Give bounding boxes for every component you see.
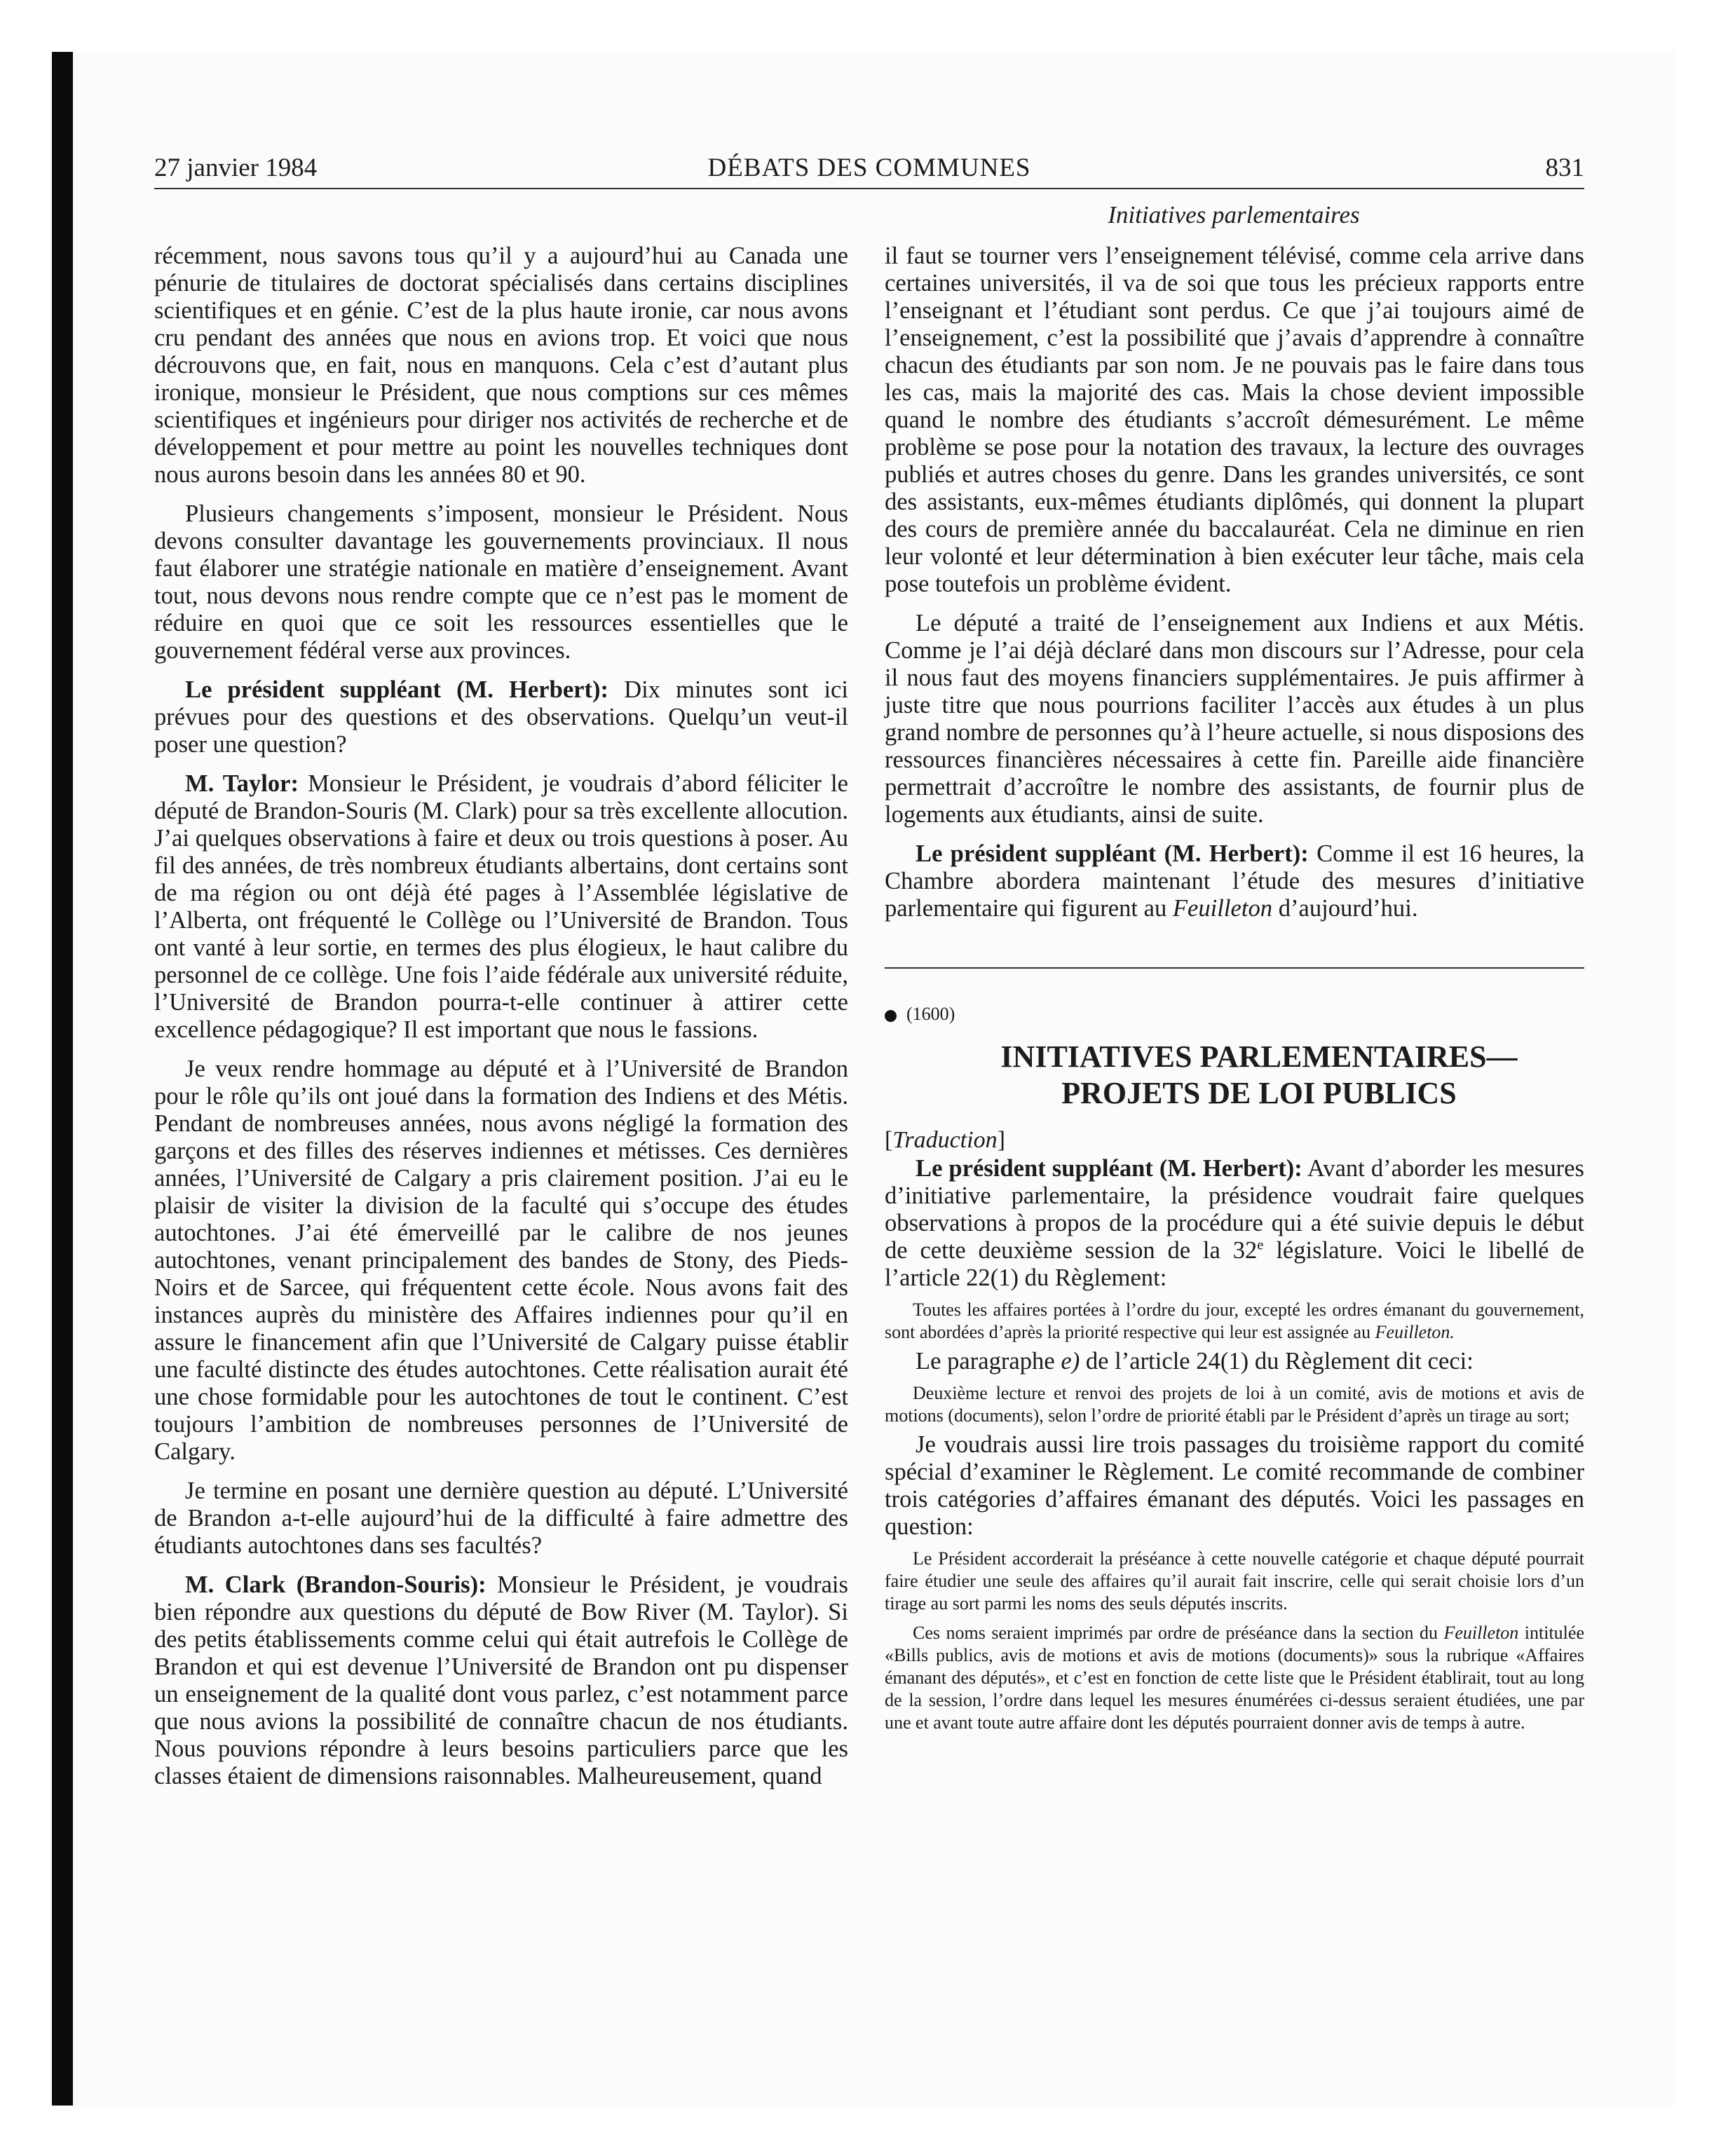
italic-term: e) — [1061, 1348, 1080, 1374]
speech-text: Dix minutes sont ici prévues pour des questions et des observations. Quelqu’un veut-il poser une question? — [154, 676, 848, 758]
paragraph: Je veux rendre hommage au député et à l’Université de Brandon pour le rôle qu’ils ont joué dans la formation des Indiens et des Métis. Pendant de nombreuses années, nous avons négligé la formation des garçons et des filles des réserves indiennes et métisses. Ces dernières années, l’Université de Calgary a pris clairement position. J’ai eu le plaisir de visiter la division de la faculté qui s’occupe des études autochtones. J’ai été émerveillé par le calibre de nos jeunes autochtones, venant principalement des bandes de Stony, des Pieds-Noirs et de Sarcee, qui fréquentent cette école. Nous avons fait des instances auprès du ministère des Affaires indiennes pour qu’il en assure le financement afin que l’Université de Calgary puisse établir une faculté distincte des études autochtones. Cette réalisation aurait été une chose formidable pour les autochtones de tout le continent. C’est toujours l’ambition de nombreuses personnes de l’Université de Calgary. — [154, 1056, 848, 1465]
quoted-passage — [885, 1622, 1584, 1734]
speech-paragraph — [885, 840, 1584, 922]
paragraph — [885, 1348, 1584, 1375]
order-title-line: PROJETS DE LOI PUBLICS — [1061, 1076, 1457, 1110]
bullet-icon — [885, 1010, 897, 1022]
speech-paragraph — [154, 676, 848, 758]
speech-paragraph — [154, 1571, 848, 1790]
speech-text: législature. Voici le libellé de l’article 22(1) du Règlement: — [885, 1237, 1584, 1291]
header-page-number: 831 — [1545, 153, 1584, 182]
paragraph: récemment, nous savons tous qu’il y a aujourd’hui au Canada une pénurie de titulaires de doctorat spécialisés dans certains disciplines scientifiques et en génie. C’est de la plus haute ironie, car nous avons cru pendant des années que nous en avions trop. Et voici que nous décrouvons que, en fait, nous en manquons. Cela c’est d’autant plus ironique, monsieur le Président, que nous comptions sur ces mêmes scientifiques et ingénieurs pour diriger nos activités de recherche et de développement et pour mettre au point les nouvelles techniques dont nous aurons besoin dans les années 80 et 90. — [154, 243, 848, 488]
paragraph: Je voudrais aussi lire trois passages du troisième rapport du comité spécial d’examiner le Règlement. Le comité recommande de combiner trois catégories d’affaires émanant des députés. Voici les passages en question: — [885, 1431, 1584, 1540]
right-column — [885, 243, 1584, 1738]
speaker-name: M. Clark (Brandon-Souris): — [185, 1571, 487, 1598]
quote-text: Toutes les affaires portées à l’ordre du jour, excepté les ordres émanant du gouvernement, sont abordées d’après la priorité respective qui leur est assignée au — [885, 1299, 1584, 1342]
order-title-line: INITIATIVES PARLEMENTAIRES— — [1000, 1039, 1518, 1074]
italic-term: Feuilleton — [1172, 895, 1273, 922]
speech-paragraph — [154, 770, 848, 1044]
speech-text: d’aujourd’hui. — [1272, 895, 1418, 922]
time-stamp-text: (1600) — [906, 1004, 955, 1024]
italic-term: Feuilleton. — [1375, 1322, 1455, 1342]
translation-note: [Traduction] — [885, 1127, 1005, 1153]
quoted-rule: Deuxième lecture et renvoi des projets de loi à un comité, avis de motions et avis de motions (documents), selon l’ordre de priorité établi par le Président d’après un tirage au sort; — [885, 1383, 1584, 1426]
speech-paragraph — [885, 1155, 1584, 1292]
speech-text: Monsieur le Président, je voudrais d’abord féliciter le député de Brandon-Souris (M. Clark) pour sa très excellente allocution. J’ai quelques observations à faire et deux ou trois questions à poser. Au fil des années, de très nombreux étudiants albertains, dont certains sont de ma région ou ont déjà été pages à l’Assemblée législative de l’Alberta, ont fréquenté le Collège ou l’Université de Brandon. Tous ont vanté à leur sortie, en termes des plus élogieux, le haut calibre du personnel de ce collège. Une fois l’aide fédérale aux université réduite, l’Université de Brandon pourra-t-elle continuer à attirer cette excellence pédagogique? Il est important que nous le fassions. — [154, 770, 849, 1043]
header-date: 27 janvier 1984 — [154, 153, 318, 182]
speaker-name: Le président suppléant (M. Herbert): — [916, 840, 1309, 867]
speech-text: Avant d’aborder les mesures d’initiative parlementaire, la présidence voudrait faire quelques observations à propos de la procédure qui a été suivie depuis le début de cette deuxième session de la 32 — [885, 1155, 1584, 1264]
section-divider — [885, 967, 1584, 969]
header-publication-title: DÉBATS DES COMMUNES — [707, 153, 1031, 182]
translation-note-text: Traduction — [892, 1127, 998, 1153]
quoted-passage: Le Président accorderait la préséance à cette nouvelle catégorie et chaque député pourrait faire étudier une seule des affaires qu’il aurait fait inscrire, celle qui serait choisie lors d’un tirage au sort parmi les noms des seuls députés inscrits. — [885, 1548, 1584, 1613]
quote-text: intitulée «Bills publics, avis de motions et avis de motions (documents)» sous la rubrique «Affaires émanant des députés», et c’est en fonction de cette liste que le Président établirait, tout au long de la session, l’ordre dans lequel les mesures énumérées ci-dessus seraient étudiées, une par une et avant toute autre affaire dont les députés pourraient donner avis de temps à autre. — [885, 1623, 1584, 1733]
time-stamp — [885, 1002, 1584, 1026]
italic-term: Feuilleton — [1443, 1623, 1519, 1643]
section-heading: Initiatives parlementaires — [1108, 201, 1360, 228]
paragraph: Le député a traité de l’enseignement aux Indiens et aux Métis. Comme je l’ai déjà déclaré dans mon discours sur l’Adresse, pour cela il nous faut des moyens financiers supplémentaires. Je puis affirmer à juste titre que nous pourrions faciliter l’accès aux études à un plus grand nombre de personnes qu’à l’heure actuelle, si nous disposions des ressources financières nécessaires à cette fin. Pareille aide financière permettrait d’accroître le nombre des assistants, de fournir plus de logements aux étudiants, ainsi de suite. — [885, 610, 1584, 828]
speaker-name: Le président suppléant (M. Herbert): — [916, 1155, 1302, 1182]
paragraph-text: Le paragraphe — [916, 1348, 1061, 1374]
paragraph: Je termine en posant une dernière question au député. L’Université de Brandon a-t-elle aujourd’hui de la difficulté à faire admettre des étudiants autochtones dans ses facultés? — [154, 1478, 848, 1559]
quoted-rule — [885, 1299, 1584, 1344]
scan-border — [52, 52, 73, 2106]
running-head — [154, 149, 1584, 189]
order-of-business-title — [934, 1039, 1584, 1112]
paragraph: il faut se tourner vers l’enseignement télévisé, comme cela arrive dans certaines universités, il va de soi que tous les précieux rapports entre l’enseignant et l’étudiant sont perdus. Ce que j’ai toujours aimé de l’enseignement, c’est la possibilité que j’avais d’apprendre à connaître chacun des étudiants par son nom. Je ne pouvais pas le faire dans tous les cas, mais la majorité des cas. Mais la chose devient impossible quand le nombre des étudiants s’accroît démesurément. Le même problème se pose pour la notation des travaux, la lecture des ouvrages publiés et autres choses du genre. Dans les grandes universités, ce sont des assistants, eux-mêmes étudiants diplômés, qui donnent la plupart des cours de première année du baccalauréat. Cela ne diminue en rien leur volonté et leur détermination à bien exécuter leur tâche, mais cela pose toutefois un problème évident. — [885, 243, 1584, 597]
speaker-name: Le président suppléant (M. Herbert): — [185, 676, 609, 703]
superscript: e — [1257, 1237, 1264, 1253]
paragraph: Plusieurs changements s’imposent, monsieur le Président. Nous devons consulter davantage les gouvernements provinciaux. Il nous faut élaborer une stratégie nationale en matière d’enseignement. Avant tout, nous devons nous rendre compte que ce n’est pas le moment de réduire en quoi que ce soit les ressources essentielles que le gouvernement fédéral verse aux provinces. — [154, 500, 848, 664]
paragraph-text: de l’article 24(1) du Règlement dit ceci: — [1080, 1348, 1474, 1374]
quote-text: Ces noms seraient imprimés par ordre de préséance dans la section du — [913, 1623, 1444, 1643]
speech-text: Monsieur le Président, je voudrais bien répondre aux questions du député de Bow River (M. Taylor). Si des petits établissements comme celui qui était autrefois le Collège de Brandon et qui est devenue l’Université de Brandon ont pu dispenser un enseignement de la qualité dont vous parlez, c’est notamment parce que nous avions la possibilité de connaître chacun de nos étudiants. Nous pouvions répondre à leurs besoins particuliers parce que les classes étaient de dimensions raisonnables. Malheureusement, quand — [154, 1571, 848, 1789]
speech-text: Comme il est 16 heures, la Chambre abordera maintenant l’étude des mesures d’initiative parlementaire qui figurent au — [885, 840, 1585, 922]
speaker-name: M. Taylor: — [185, 770, 299, 797]
left-column — [154, 243, 848, 1790]
